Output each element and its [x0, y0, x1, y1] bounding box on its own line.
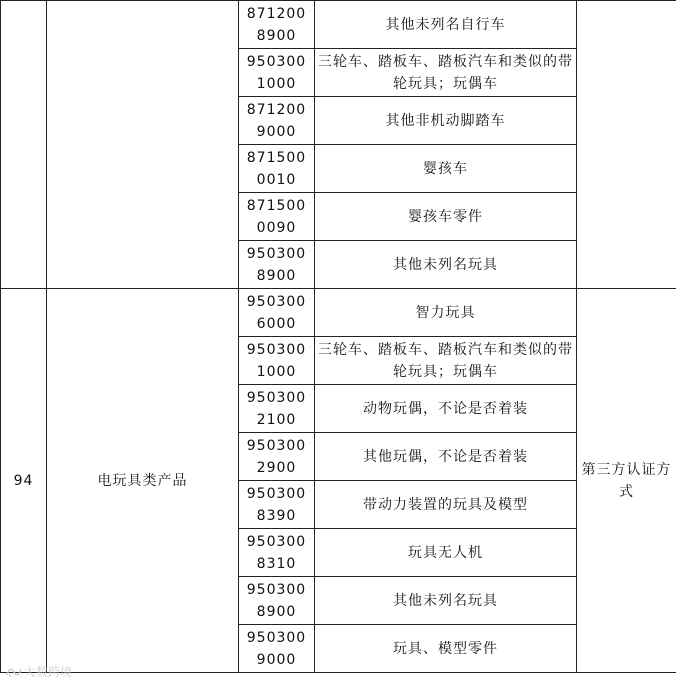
serial-number-cell: 94: [1, 289, 47, 673]
hs-code-cell: [239, 1, 315, 49]
hs-code-prefix: 871500: [246, 149, 307, 166]
product-description-cell: 其他玩偶，不论是否着装: [315, 433, 577, 481]
table-row: [1, 289, 676, 337]
hs-code-suffix: 6000: [256, 315, 297, 332]
hs-code-suffix: 0090: [256, 219, 297, 236]
product-category-cell: 电玩具类产品: [47, 289, 239, 673]
hs-code-suffix: 2900: [256, 459, 297, 476]
product-description-cell: 三轮车、踏板车、踏板汽车和类似的带轮玩具；玩偶车: [315, 49, 577, 97]
hs-code-suffix: 0010: [256, 171, 297, 188]
hs-code-suffix: 9000: [256, 651, 297, 668]
hs-code-suffix: 8900: [256, 267, 297, 284]
hs-code-cell: [239, 433, 315, 481]
product-description-cell: 婴孩车零件: [315, 193, 577, 241]
hs-code-cell: [239, 385, 315, 433]
product-description-cell: 动物玩偶，不论是否着装: [315, 385, 577, 433]
hs-code-cell: [239, 529, 315, 577]
product-description-cell: 带动力装置的玩具及模型: [315, 481, 577, 529]
catalog-table-body: [1, 1, 676, 673]
product-description-cell: 玩具、模型零件: [315, 625, 577, 673]
product-description-cell: 其他非机动脚踏车: [315, 97, 577, 145]
hs-code-prefix: 950300: [246, 293, 307, 310]
hs-code-prefix: 950300: [246, 245, 307, 262]
hs-code-cell: [239, 49, 315, 97]
product-description-cell: 三轮车、踏板车、踏板汽车和类似的带轮玩具；玩偶车: [315, 337, 577, 385]
hs-code-cell: [239, 289, 315, 337]
product-description-cell: 玩具无人机: [315, 529, 577, 577]
product-category-cell: [47, 1, 239, 289]
product-description-cell: 其他未列名玩具: [315, 577, 577, 625]
hs-code-prefix: 950300: [246, 437, 307, 454]
serial-number-cell: [1, 1, 47, 289]
hs-code-cell: [239, 481, 315, 529]
hs-code-cell: [239, 625, 315, 673]
hs-code-cell: [239, 241, 315, 289]
product-description-cell: 婴孩车: [315, 145, 577, 193]
hs-code-cell: [239, 337, 315, 385]
watermark-text: 大数跨境: [24, 665, 73, 679]
hs-code-prefix: 871200: [246, 5, 307, 22]
hs-code-suffix: 1000: [256, 75, 297, 92]
hs-code-cell: [239, 145, 315, 193]
hs-code-suffix: 2100: [256, 411, 297, 428]
hs-code-prefix: 950300: [246, 581, 307, 598]
hs-code-suffix: 8310: [256, 555, 297, 572]
certification-method-cell: 第三方认证方式: [577, 289, 676, 673]
hs-code-prefix: 950300: [246, 341, 307, 358]
hs-code-prefix: 950300: [246, 53, 307, 70]
table-row: [1, 1, 676, 49]
hs-code-suffix: 9000: [256, 123, 297, 140]
product-description-cell: 智力玩具: [315, 289, 577, 337]
hs-code-prefix: 950300: [246, 389, 307, 406]
hs-code-suffix: 1000: [256, 363, 297, 380]
watermark-logo-icon: [6, 666, 22, 678]
product-description-cell: 其他未列名玩具: [315, 241, 577, 289]
hs-code-suffix: 8900: [256, 603, 297, 620]
hs-code-prefix: 871500: [246, 197, 307, 214]
hs-code-cell: [239, 97, 315, 145]
hs-code-prefix: 950300: [246, 533, 307, 550]
hs-code-suffix: 8390: [256, 507, 297, 524]
hs-code-cell: [239, 193, 315, 241]
product-description-cell: 其他未列名自行车: [315, 1, 577, 49]
hs-code-prefix: 871200: [246, 101, 307, 118]
certification-method-cell: [577, 1, 676, 289]
watermark: [6, 663, 72, 680]
hs-code-prefix: 950300: [246, 485, 307, 502]
hs-code-suffix: 8900: [256, 27, 297, 44]
hs-code-prefix: 950300: [246, 629, 307, 646]
hs-code-cell: [239, 577, 315, 625]
